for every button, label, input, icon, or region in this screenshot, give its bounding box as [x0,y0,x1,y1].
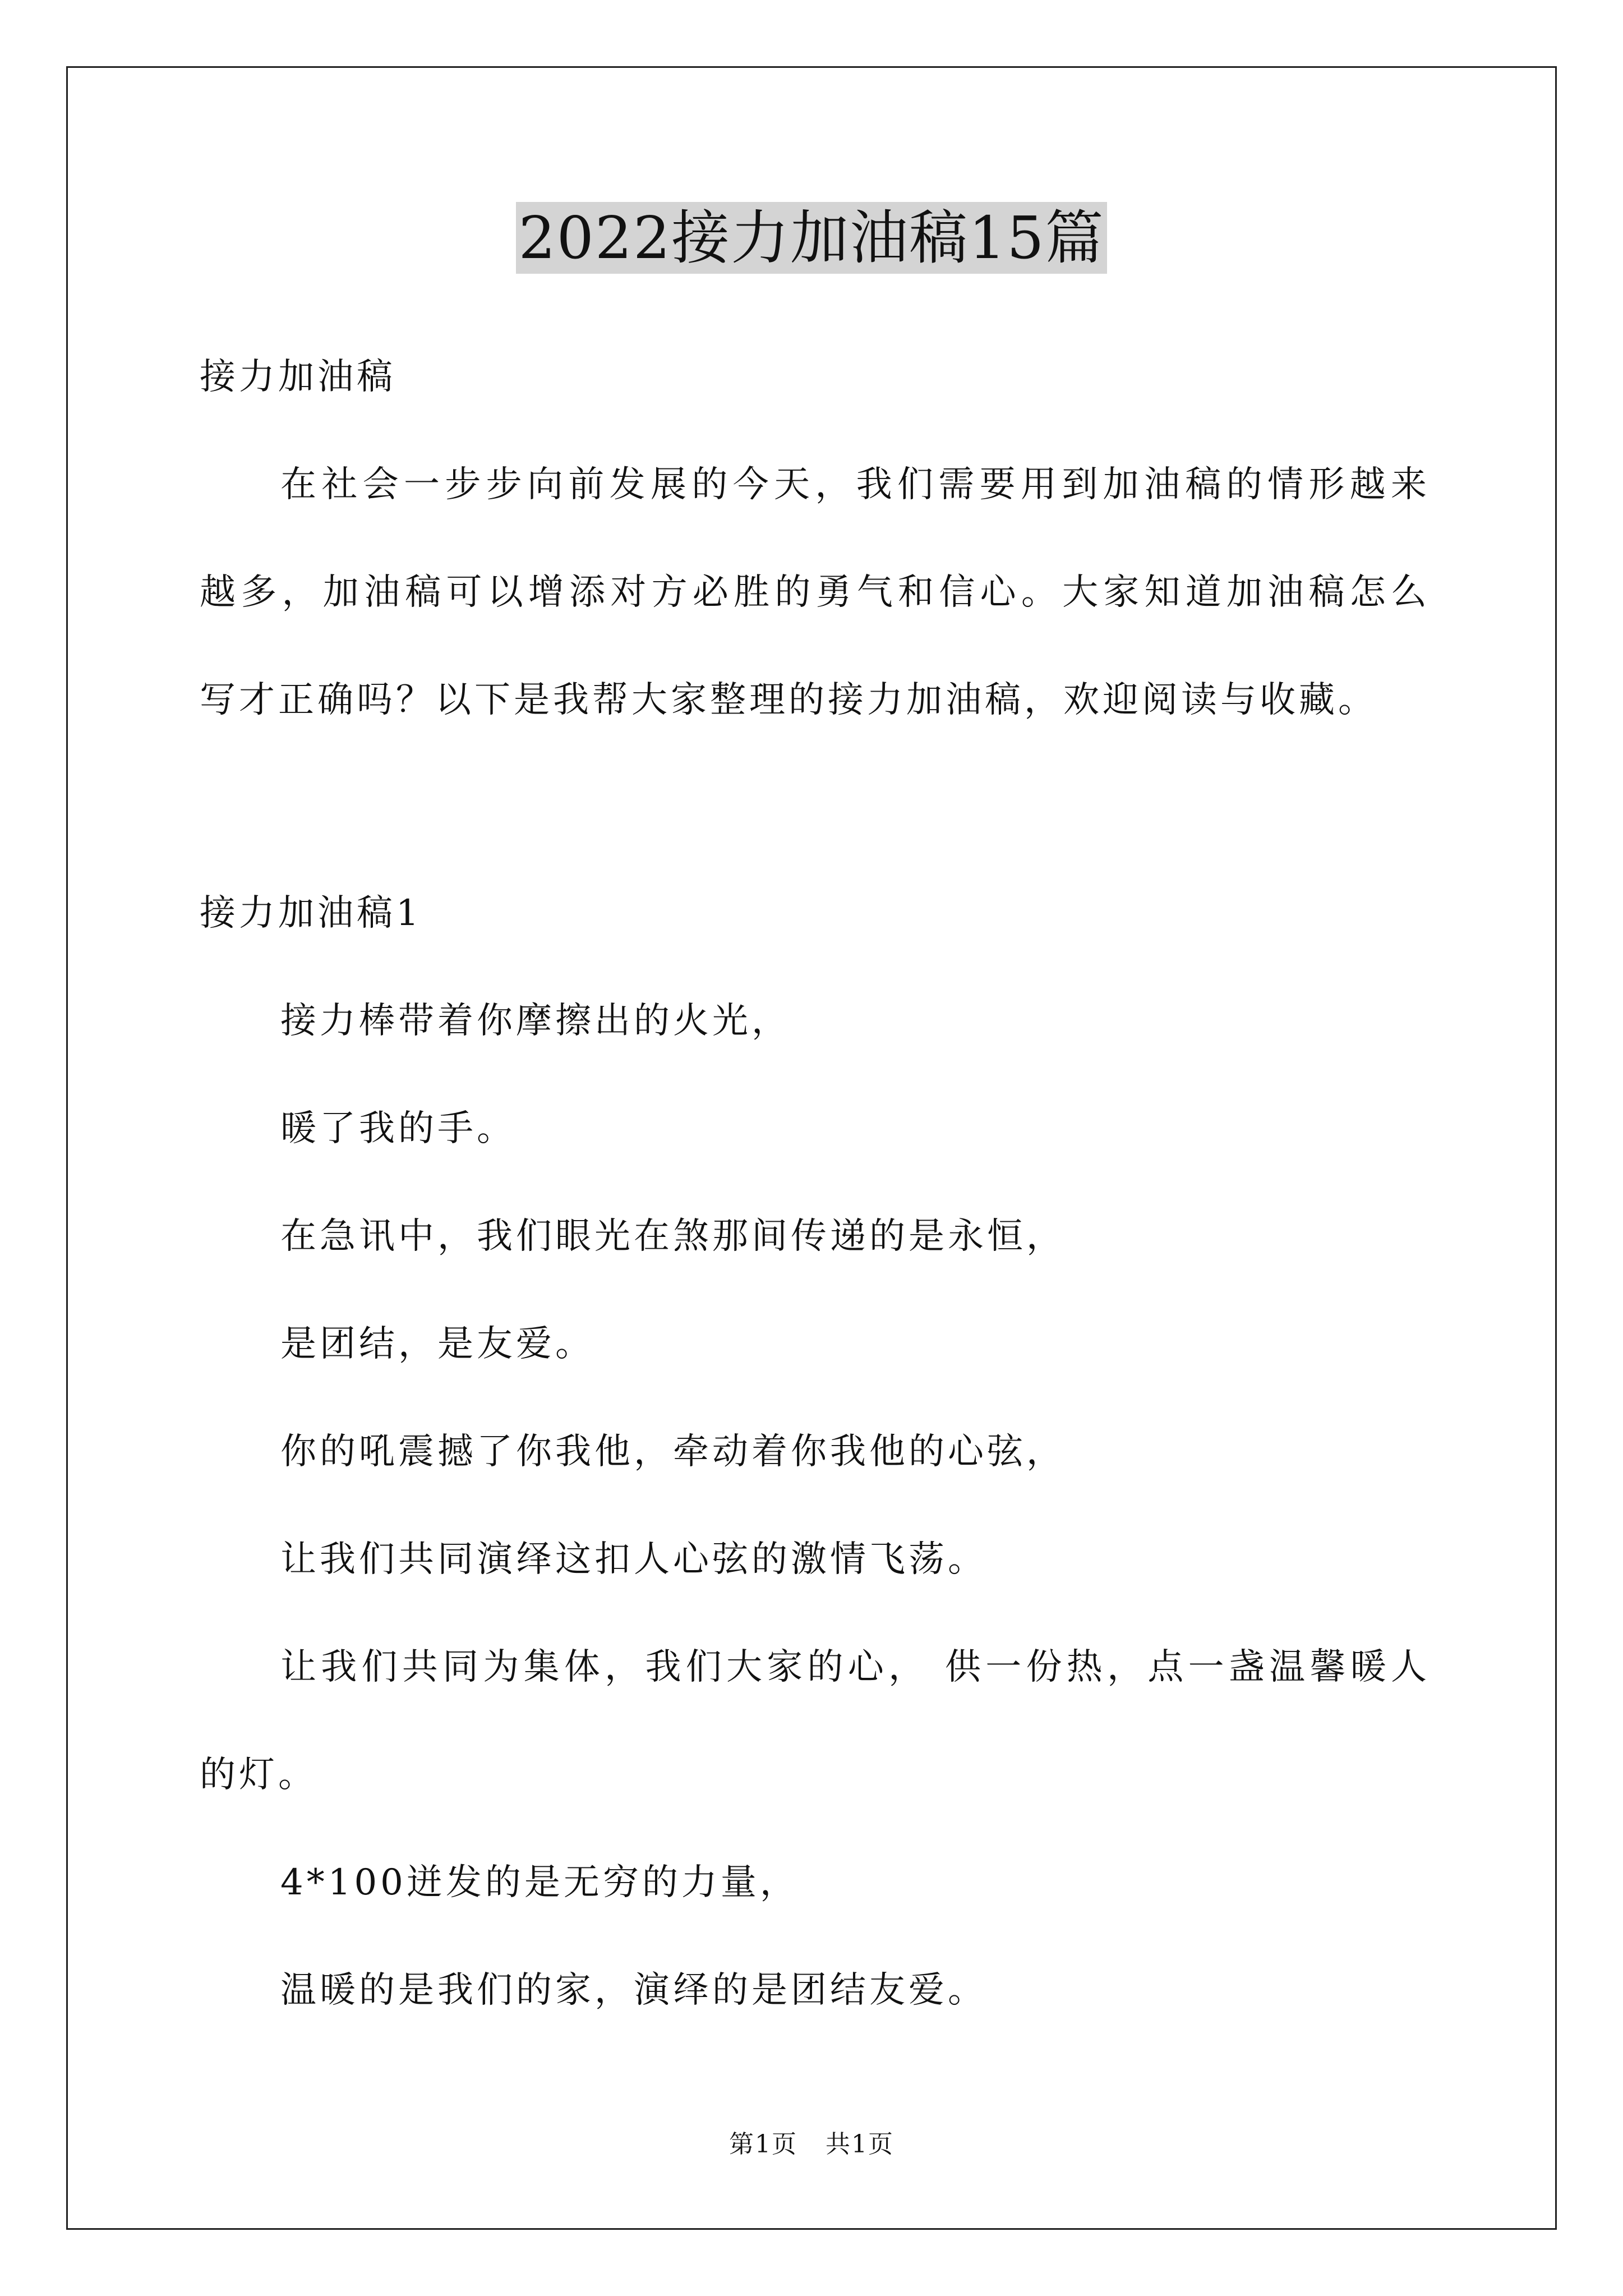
intro-line-2: 越多，加油稿可以增添对方必胜的勇气和信心。大家知道加油稿怎么 [200,572,1430,613]
article-line-9: 4*100迸发的是无穷的力量， [280,1862,799,1903]
article-heading: 接力加油稿1 [200,892,422,934]
intro-line-3: 写才正确吗？以下是我帮大家整理的接力加油稿，欢迎阅读与收藏。 [200,679,1377,721]
page-number-total: 共1页 [826,2130,894,2159]
page-footer [0,2129,1623,2160]
article-line-10: 温暖的是我们的家，演绎的是团结友爱。 [280,1970,987,2011]
article-line-6: 让我们共同演绎这扣人心弦的激情飞荡。 [280,1539,987,1580]
article-line-7: 让我们共同为集体，我们大家的心， 供一份热，点一盏温馨暖人 [280,1646,1430,1688]
article-line-4: 是团结，是友爱。 [280,1323,594,1365]
article-line-1: 接力棒带着你摩擦出的火光， [280,1000,791,1042]
article-line-8: 的灯。 [200,1754,317,1796]
article-line-2: 暖了我的手。 [280,1108,516,1149]
article-line-5: 你的吼震撼了你我他，牵动着你我他的心弦， [280,1431,1066,1473]
page-number-current: 第1页 [729,2130,797,2159]
section-heading: 接力加油稿 [200,356,396,398]
article-line-3: 在急讯中，我们眼光在煞那间传递的是永恒， [280,1216,1066,1257]
intro-line-1: 在社会一步步向前发展的今天，我们需要用到加油稿的情形越来 [280,464,1430,505]
document-title: 2022接力加油稿15篇 [516,202,1106,274]
document-title-block [0,202,1623,275]
